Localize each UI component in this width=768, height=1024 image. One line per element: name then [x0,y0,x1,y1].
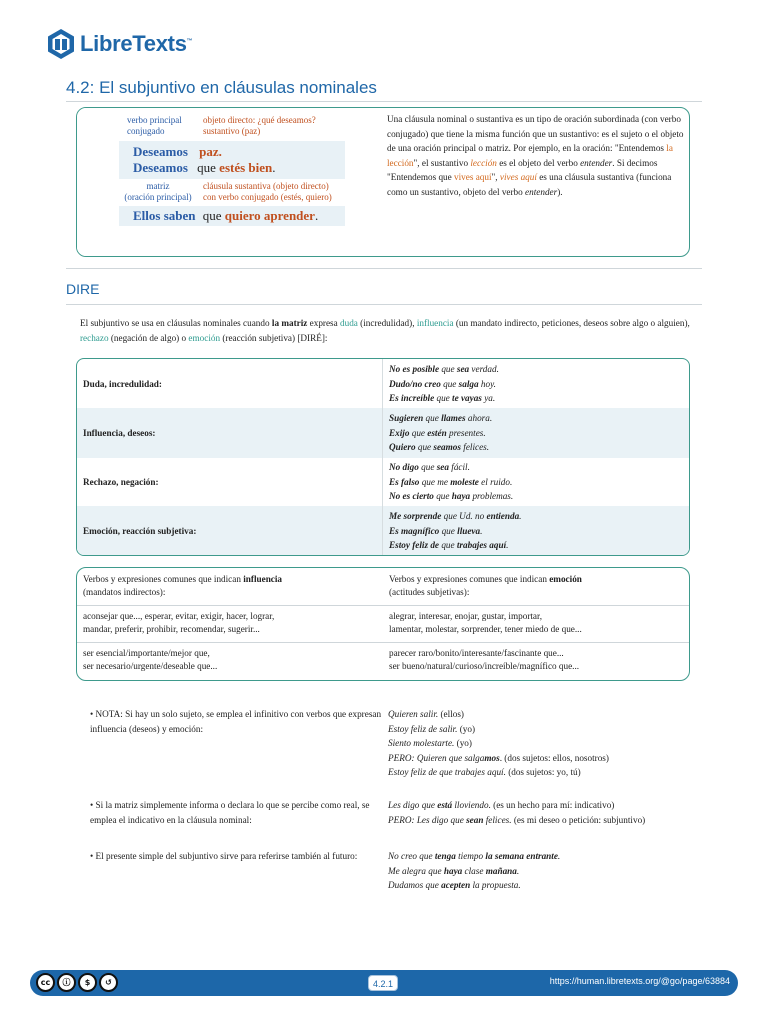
fig-mid-right [203,181,332,203]
example-segment: hoy. [478,378,496,389]
example-line [389,426,492,441]
example-segment: que [439,540,457,550]
example-segment: llames [441,413,466,423]
example-segment: te vayas [452,393,482,403]
example-segment: moleste [450,476,479,487]
example-segment: tenga [434,851,456,861]
fig-row3-end: . [314,208,319,223]
example-segment: . [519,511,522,521]
example-segment: la semana entrante [485,851,558,861]
example-segment: Estoy feliz de [389,540,440,550]
example-segment: está [437,800,453,810]
fig-head-right-line: objeto directo: ¿qué deseamos? [203,115,316,125]
note-infinitive: • NOTA: Si hay un solo sujeto, se emplea el infinitivo con verbos que expresan influencia (deseos) y emoción: [90,709,382,734]
page-number: 4.2.1 [368,975,398,991]
head-keyword: influencia [243,574,283,584]
example-segment: fácil. [448,462,470,472]
verb-line: aconsejar que..., esperar, evitar, exigir, hacer, lograr, [83,611,275,621]
example-segment: PERO: Quieren que salga [388,752,485,763]
example-segment: que [433,491,452,501]
example-line [389,509,521,524]
para-part: (reacción subjetiva) [DIRÉ]: [220,333,328,343]
fig-row3-que: que [202,208,222,223]
example-line [388,707,708,722]
intro-text-part: ). [557,186,563,197]
table-row [77,408,689,458]
example-segment: felices. [483,814,512,825]
example-segment: salga [458,378,479,389]
fig-head-left-line: conjugado [127,126,165,136]
example-segment: mañana [485,865,517,876]
head-text: Verbos y expresiones comunes que indican [83,574,244,584]
example-segment: que [415,442,434,452]
verb-table-head-emocion [383,573,689,599]
footer-bar [30,970,738,996]
verb-cell [77,647,383,673]
fig-row1-obj: paz. [199,144,222,159]
head-keyword: emoción [549,574,582,584]
example-line [388,751,708,766]
example-segment: . [480,525,483,536]
row-label: Rechazo, negación: [83,477,159,487]
example-segment: lloviendo. [452,800,491,810]
page-title: 4.2: El subjuntivo en cláusulas nominales [66,78,377,97]
para-part: El subjuntivo se usa en cláusulas nominales cuando [80,318,272,328]
example-line [388,878,708,893]
verb-cell [77,610,383,636]
fig-mid-left [123,181,193,203]
example-line [388,722,708,737]
example-segment: tiempo [455,851,486,861]
example-line [389,411,492,426]
example-segment: ahora. [465,413,493,423]
example-segment: Exijo [389,427,410,438]
section-divider-top [66,268,702,269]
para-part: (negación de algo) o [108,333,189,343]
fig-row1-verb: Deseamos [133,144,188,159]
link-duda[interactable]: duda [340,318,358,328]
example-segment: la propuesta. [470,880,521,890]
example-segment: Es increíble [389,393,435,403]
para-part: (un mandato indirecto, peticiones, deseos sobre algo o alguien), [453,318,690,328]
cell-divider [382,506,383,556]
verb-line: mandar, preferir, prohibir, recomendar, sugerir... [83,624,260,634]
example-segment: que [409,427,428,438]
page-url[interactable]: https://human.libretexts.org/@go/page/63884 [549,976,730,986]
example-segment: que [440,378,459,389]
fig-mid-right-line: cláusula sustantiva (objeto directo) [203,181,329,191]
example-segment: sea [456,364,470,374]
example-segment: (yo) [457,723,476,734]
intro-text-part: Una cláusula nominal o sustantiva es un tipo de oración subordinada (con verbo conjugado) que tiene la misma función que un sustantivo: es el sujeto o el objeto de una oración principal o matriz. Por ejemplo, en la oración: "Entendemos [387,114,684,154]
fig-mid-right-line: con verbo conjugado (estés, quiero) [203,192,332,202]
example-segment: . [506,540,509,550]
example-line [389,524,521,539]
example-segment: . [557,851,561,861]
example-segment: Es falso [389,476,420,487]
example-segment: (es un hecho para mí: indicativo) [490,800,615,810]
logo-text: LibreTexts™ [80,31,193,56]
row-examples [389,362,499,406]
example-segment: Me sorprende [389,511,442,521]
verb-line: ser esencial/importante/mejor que, [83,648,210,658]
example-line [388,798,708,813]
note-indicative-examples [388,798,708,827]
example-segment: ya. [481,393,496,403]
intro-text-highlight: vives aquí [499,172,537,183]
example-line [388,736,708,751]
example-segment: llueva [457,525,481,536]
para-part: expresa [307,318,341,328]
fig-row2-que: que [197,160,216,175]
para-part: (incredulidad), [357,318,417,328]
example-segment: Estoy feliz de salir. [388,723,458,734]
sa-icon: ↺ [99,973,118,992]
example-line [389,377,499,392]
fig-head-left [127,115,182,137]
example-segment: Dudamos que [388,880,442,890]
example-segment: entienda [486,511,520,521]
example-segment: que me [419,476,451,487]
intro-figure [77,108,377,256]
example-line [389,391,499,406]
note-infinitive-examples [388,707,708,780]
example-segment: acepten [441,880,471,890]
fig-row2-obj: estés bien [219,160,273,175]
link-influencia[interactable]: influencia [416,318,454,328]
title-divider [66,101,702,102]
row-label: Emoción, reacción subjetiva: [83,526,197,536]
example-segment: Es magnífico [389,525,440,536]
example-segment: . (dos sujetos: ellos, nosotros) [499,752,609,763]
example-line [389,440,492,455]
fig-head-right [203,115,316,137]
example-segment: problemas. [470,491,514,501]
verb-table-head-influencia [77,573,383,599]
note-future-examples [388,849,708,893]
example-line [389,460,513,475]
verb-line: parecer raro/bonito/interesante/fascinante que... [389,648,564,658]
note-indicative: • Si la matriz simplemente informa o declara lo que se percibe como real, se emplea el indicativo en la cláusula nominal: [90,800,370,825]
example-segment: PERO: Les digo que [388,814,467,825]
intro-text-part: . Si decimos "Entendemos que [387,157,658,183]
fig-row2-verb: Deseamos [133,160,188,175]
link-emocion[interactable]: emoción [188,333,221,343]
example-segment: Dudo/no creo [389,378,441,389]
example-segment: clase [462,865,486,876]
example-segment: Estoy feliz de que trabajes aquí. [388,767,506,777]
link-rechazo[interactable]: rechazo [80,333,109,343]
cc-icon: cc [36,973,55,992]
example-segment: presentes. [446,427,486,438]
row-divider [77,642,689,643]
example-segment: No creo que [388,851,435,861]
example-segment: haya [443,865,463,876]
intro-text-part: ", [491,172,500,183]
intro-text-italic: entender [580,157,613,168]
intro-text-highlight: la lección [387,143,673,168]
example-line [389,538,521,553]
example-segment: que [418,462,437,472]
fig-row3-verb: Ellos saben [133,208,196,223]
row-examples [389,509,521,553]
example-segment: mos [484,752,500,763]
nc-icon: $ [78,973,97,992]
table-row [77,506,689,556]
example-segment: No es cierto [389,491,434,501]
example-segment: No digo [389,462,419,472]
example-segment: que [439,525,458,536]
example-segment: verdad. [469,364,499,374]
example-segment: Les digo que [388,800,438,810]
example-segment: que [439,364,457,374]
example-segment: Sugieren [389,413,424,423]
head-text: (actitudes subjetivas): [389,587,470,597]
intro-text-highlight: vives aquí [454,172,492,183]
verb-line: ser necesario/urgente/deseable que... [83,661,218,671]
fig-head-left-line: verbo principal [127,115,182,125]
verb-line: alegrar, interesar, enojar, gustar, importar, [389,611,542,621]
example-segment: haya [451,491,471,501]
verb-cell [383,647,689,673]
row-examples [389,460,513,504]
example-segment: Quieren salir. [388,709,439,719]
table-row [77,457,689,507]
example-segment: sean [466,814,484,825]
example-segment: que [434,393,453,403]
cell-divider [382,359,383,409]
verb-line: lamentar, molestar, sorprender, tener miedo de que... [389,624,582,634]
example-segment: que [423,413,442,423]
example-segment: (es mi deseo o petición: subjuntivo) [511,814,646,825]
cell-divider [382,408,383,458]
verb-cell [383,610,689,636]
example-line [389,489,513,504]
example-segment: sea [436,462,449,472]
fig-row3-obj: quiero aprender [224,208,315,223]
example-line [388,849,708,864]
row-examples [389,411,492,455]
row-divider [77,605,689,606]
intro-text-highlight: lección [470,157,497,168]
license-badge[interactable] [36,973,118,993]
para-bold: la matriz [271,318,308,328]
head-text: Verbos y expresiones comunes que indican [389,574,550,584]
dire-paragraph [80,316,690,346]
example-segment: Siento molestarte. [388,738,455,748]
note-future: • El presente simple del subjuntivo sirve para referirse también al futuro: [90,851,358,861]
table-row [77,359,689,409]
example-segment: (ellos) [438,709,464,719]
section-divider-bottom [66,304,702,305]
head-text: (mandatos indirectos): [83,587,166,597]
example-line [389,475,513,490]
example-segment: Quiero [389,442,416,452]
libretexts-logo-icon [46,28,76,60]
example-line [389,362,499,377]
row-label: Influencia, deseos: [83,428,156,438]
dire-table [76,358,690,556]
example-segment: el ruido. [478,476,513,487]
intro-text [387,112,687,200]
fig-row2-end: . [272,160,276,175]
example-segment: estén [427,427,447,438]
intro-text-part: ", el sustantivo [413,157,471,168]
example-line [388,813,708,828]
intro-text-part: es el objeto del verbo [496,157,581,168]
row-label: Duda, incredulidad: [83,379,162,389]
fig-head-right-line: sustantivo (paz) [203,126,261,136]
example-line [388,765,708,780]
verb-table [76,567,690,681]
intro-text-part: es una cláusula sustantiva (funciona como un sustantivo, objeto del verbo [387,172,672,197]
example-line [388,864,708,879]
example-segment: seamos [433,442,461,452]
libretexts-logo[interactable] [46,28,192,60]
example-segment: No es posible [389,364,440,374]
intro-text-italic: entender [525,186,558,197]
example-segment: (dos sujetos: yo, tú) [505,767,581,777]
fig-mid-left-line: (oración principal) [124,192,192,202]
verb-line: ser bueno/natural/curioso/increíble/magnífico que... [389,661,580,671]
example-segment: felices. [460,442,490,452]
example-segment: (yo) [454,738,472,748]
section-title: DIRE [66,281,100,297]
intro-box [76,107,690,257]
fig-row-3 [133,208,318,224]
cell-divider [382,457,383,507]
example-segment: que Ud. no [441,511,487,521]
example-segment: . [516,865,520,876]
fig-row-2 [133,160,276,176]
example-segment: Me alegra que [388,865,444,876]
example-segment: trabajes aquí [456,540,507,550]
by-icon: ⓘ [57,973,76,992]
fig-mid-left-line: matriz [146,181,170,191]
fig-row-1 [133,144,222,160]
